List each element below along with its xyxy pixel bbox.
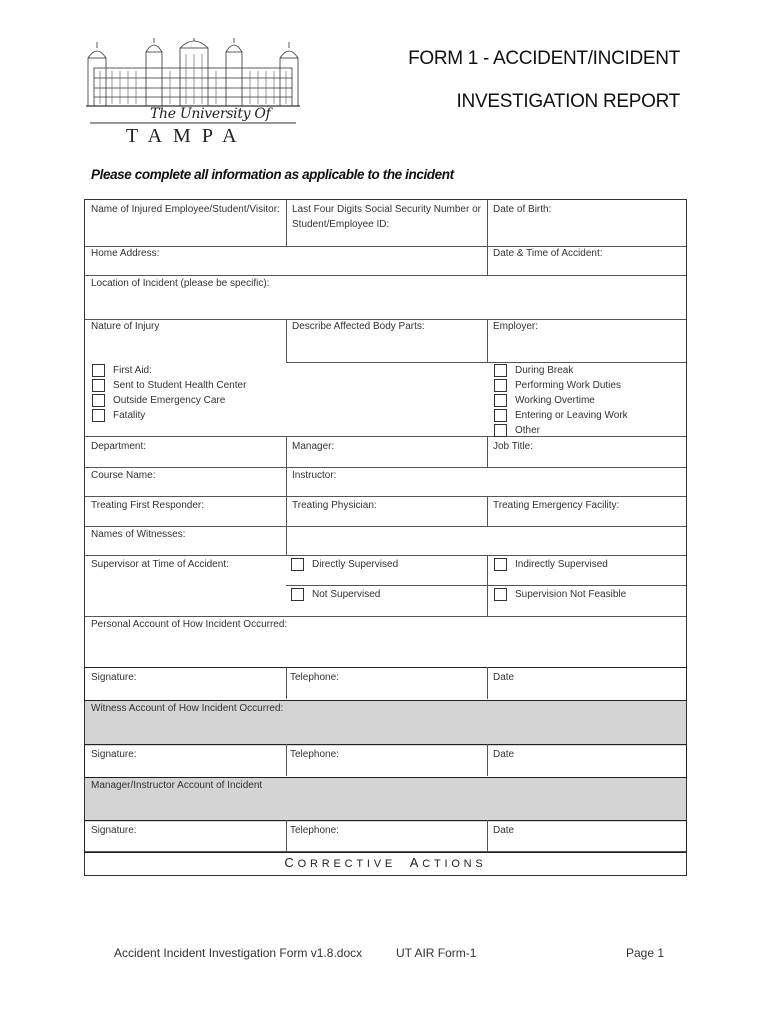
checkbox-student-health[interactable] — [92, 378, 246, 393]
footer-filename: Accident Incident Investigation Form v1.8.docx — [114, 946, 363, 960]
university-logo — [86, 38, 300, 150]
witness-signature-box — [84, 744, 687, 778]
nature-of-injury-field[interactable]: Nature of Injury — [91, 321, 160, 332]
grid-line — [286, 585, 686, 586]
department-field[interactable]: Department: — [91, 441, 147, 452]
checkbox-label: Outside Emergency Care — [113, 395, 226, 406]
checkbox-icon[interactable] — [494, 364, 507, 377]
logo-tampa-text: TAMPA — [126, 125, 248, 147]
checkbox-label: Performing Work Duties — [515, 380, 621, 391]
date-of-birth-field[interactable]: Date of Birth: — [493, 204, 552, 215]
grid-line — [487, 200, 488, 275]
checkbox-icon[interactable] — [494, 558, 507, 571]
checkbox-label: Sent to Student Health Center — [113, 380, 247, 391]
employer-field[interactable]: Employer: — [493, 321, 539, 332]
course-name-field[interactable]: Course Name: — [91, 470, 156, 481]
checkbox-label: Fatality — [113, 410, 146, 421]
checkbox-during-break[interactable] — [494, 363, 573, 378]
checkbox-icon[interactable] — [291, 588, 304, 601]
grid-line — [85, 616, 686, 617]
checkbox-icon[interactable] — [494, 379, 507, 392]
checkbox-label: Directly Supervised — [312, 559, 399, 570]
checkbox-icon[interactable] — [92, 364, 105, 377]
checkbox-label: During Break — [515, 365, 574, 376]
personal-signature-box — [84, 667, 687, 701]
manager-signature-box — [84, 820, 687, 853]
grid-line — [286, 362, 686, 363]
witness-date-field[interactable]: Date — [493, 749, 515, 760]
checkbox-label: Not Supervised — [312, 589, 381, 600]
checkbox-indirectly-supervised[interactable] — [494, 557, 608, 572]
manager-telephone-field[interactable]: Telephone: — [290, 825, 339, 836]
checkbox-entering-leaving[interactable] — [494, 408, 628, 423]
personal-signature-field[interactable]: Signature: — [91, 672, 137, 683]
checkbox-icon[interactable] — [92, 394, 105, 407]
emergency-facility-field[interactable]: Treating Emergency Facility: — [493, 500, 620, 511]
grid-line — [487, 820, 488, 851]
witness-account-field[interactable]: Witness Account of How Incident Occurred: — [91, 703, 284, 714]
job-title-field[interactable]: Job Title: — [493, 441, 534, 452]
grid-line — [487, 319, 488, 362]
grid-line — [487, 667, 488, 699]
personal-date-field[interactable]: Date — [493, 672, 515, 683]
checkbox-label: Working Overtime — [515, 395, 595, 406]
grid-line — [85, 275, 686, 276]
grid-line — [85, 436, 686, 437]
checkbox-icon[interactable] — [291, 558, 304, 571]
injured-name-field[interactable]: Name of Injured Employee/Student/Visitor: — [91, 204, 280, 215]
checkbox-icon[interactable] — [494, 424, 507, 437]
checkbox-icon[interactable] — [92, 409, 105, 422]
grid-line — [487, 496, 488, 526]
incident-form — [84, 199, 687, 876]
checkbox-other[interactable] — [494, 423, 540, 438]
form-title-line1: FORM 1 - ACCIDENT/INCIDENT — [408, 48, 680, 69]
grid-line — [286, 436, 287, 556]
grid-line — [85, 526, 686, 527]
grid-line — [85, 555, 686, 556]
witness-signature-field[interactable]: Signature: — [91, 749, 137, 760]
footer-page-number: Page 1 — [626, 946, 665, 960]
checkbox-label: Entering or Leaving Work — [515, 410, 628, 421]
grid-line — [286, 667, 287, 699]
grid-line — [487, 436, 488, 467]
grid-line — [85, 467, 686, 468]
checkbox-label: Supervision Not Feasible — [515, 589, 627, 600]
instructor-field[interactable]: Instructor: — [292, 470, 337, 481]
checkbox-fatality[interactable] — [92, 408, 145, 423]
personal-account-field[interactable]: Personal Account of How Incident Occurred: — [91, 619, 288, 630]
corrective-actions-heading: CORRECTIVE ACTIONS — [284, 855, 487, 870]
checkbox-label: Indirectly Supervised — [515, 559, 608, 570]
grid-line — [286, 820, 287, 851]
checkbox-label: First Aid: — [113, 365, 152, 376]
home-address-field[interactable]: Home Address: — [91, 248, 160, 259]
first-responder-field[interactable]: Treating First Responder: — [91, 500, 205, 511]
supervisor-field[interactable]: Supervisor at Time of Accident: — [91, 559, 229, 570]
checkbox-overtime[interactable] — [494, 393, 595, 408]
location-field[interactable]: Location of Incident (please be specific): — [91, 278, 270, 289]
ssn-field-label-line1[interactable]: Last Four Digits Social Security Number or — [292, 204, 481, 215]
manager-field[interactable]: Manager: — [292, 441, 335, 452]
checkbox-icon[interactable] — [494, 588, 507, 601]
checkbox-label: Other — [515, 425, 541, 436]
instruction-text: Please complete all information as applicable to the incident — [91, 167, 454, 182]
body-parts-field[interactable]: Describe Affected Body Parts: — [292, 321, 425, 332]
grid-line — [487, 744, 488, 776]
checkbox-icon[interactable] — [494, 394, 507, 407]
date-time-accident-field[interactable]: Date & Time of Accident: — [493, 248, 603, 259]
campus-building-illustration — [86, 38, 300, 110]
witness-telephone-field[interactable]: Telephone: — [290, 749, 339, 760]
physician-field[interactable]: Treating Physician: — [292, 500, 377, 511]
checkbox-emergency-care[interactable] — [92, 393, 225, 408]
manager-signature-field[interactable]: Signature: — [91, 825, 137, 836]
form-title-line2: INVESTIGATION REPORT — [456, 91, 680, 112]
grid-line — [487, 555, 488, 616]
grid-line — [85, 496, 686, 497]
checkbox-first-aid[interactable] — [92, 363, 152, 378]
ssn-field-label-line2[interactable]: Student/Employee ID: — [292, 219, 390, 230]
witnesses-field[interactable]: Names of Witnesses: — [91, 529, 186, 540]
footer-form-id: UT AIR Form-1 — [396, 946, 477, 960]
logo-university-text: The University Of — [150, 106, 271, 122]
manager-date-field[interactable]: Date — [493, 825, 515, 836]
checkbox-work-duties[interactable] — [494, 378, 621, 393]
manager-account-field[interactable]: Manager/Instructor Account of Incident — [91, 780, 263, 791]
checkbox-icon[interactable] — [92, 379, 105, 392]
grid-line — [286, 744, 287, 776]
personal-telephone-field[interactable]: Telephone: — [290, 672, 339, 683]
checkbox-icon[interactable] — [494, 409, 507, 422]
checkbox-supervision-not-feasible[interactable] — [494, 587, 626, 602]
checkbox-directly-supervised[interactable] — [291, 557, 398, 572]
grid-line — [286, 200, 287, 246]
grid-line — [286, 319, 287, 362]
checkbox-not-supervised[interactable] — [291, 587, 380, 602]
